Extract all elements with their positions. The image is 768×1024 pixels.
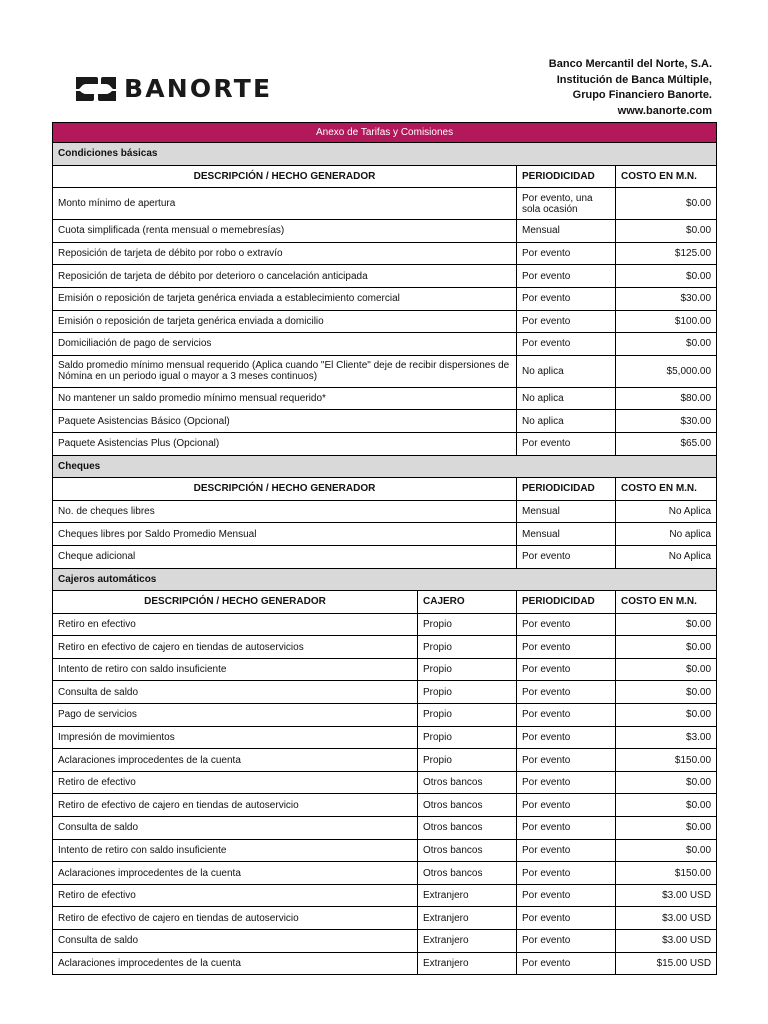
cell-desc: Reposición de tarjeta de débito por robo o extravío (53, 242, 517, 265)
table-row (53, 287, 717, 310)
cell-cost: $5,000.00 (616, 355, 717, 387)
cell-cost: $30.00 (616, 287, 717, 310)
cell-desc: Reposición de tarjeta de débito por deterioro o cancelación anticipada (53, 265, 517, 288)
cell-desc: Intento de retiro con saldo insuficiente (53, 839, 418, 862)
brand-name: BANORTE (124, 74, 273, 103)
table-row (53, 500, 717, 523)
table-row (53, 704, 717, 727)
cell-atm: Otros bancos (418, 817, 517, 840)
cell-desc: Retiro de efectivo (53, 884, 418, 907)
cell-desc: Cheque adicional (53, 545, 517, 568)
cell-period: Por evento (517, 287, 616, 310)
table-title-row (53, 123, 717, 143)
table-row (53, 749, 717, 772)
cell-desc: Emisión o reposición de tarjeta genérica enviada a establecimiento comercial (53, 287, 517, 310)
table-title: Anexo de Tarifas y Comisiones (53, 123, 717, 143)
cell-atm: Propio (418, 636, 517, 659)
cell-desc: Cuota simplificada (renta mensual o memebresías) (53, 220, 517, 243)
cell-period: Por evento (517, 726, 616, 749)
cell-cost: $0.00 (616, 839, 717, 862)
cell-desc: Paquete Asistencias Básico (Opcional) (53, 410, 517, 433)
table-row (53, 410, 717, 433)
cell-period: No aplica (517, 387, 616, 410)
cell-atm: Propio (418, 658, 517, 681)
cell-cost: $3.00 USD (616, 907, 717, 930)
cell-desc: Cheques libres por Saldo Promedio Mensual (53, 523, 517, 546)
bank-info-line: Grupo Financiero Banorte. (572, 89, 712, 101)
cell-cost: $3.00 USD (616, 884, 717, 907)
cell-atm: Propio (418, 704, 517, 727)
table-row (53, 952, 717, 975)
cell-cost: $0.00 (616, 771, 717, 794)
cell-cost: $0.00 (616, 817, 717, 840)
table-row (53, 613, 717, 636)
cell-atm: Extranjero (418, 884, 517, 907)
cell-period: Por evento (517, 265, 616, 288)
cell-desc: No mantener un saldo promedio mínimo mensual requerido* (53, 387, 517, 410)
cell-period: Por evento (517, 884, 616, 907)
cell-period: Por evento (517, 681, 616, 704)
table-row (53, 794, 717, 817)
cell-cost: $0.00 (616, 188, 717, 220)
header-period: PERIODICIDAD (517, 478, 616, 501)
banorte-logo (74, 72, 272, 106)
cell-period: Por evento (517, 545, 616, 568)
cell-period: Por evento (517, 862, 616, 885)
table-row (53, 355, 717, 387)
cell-cost: $0.00 (616, 681, 717, 704)
cell-cost: $30.00 (616, 410, 717, 433)
cell-desc: Pago de servicios (53, 704, 418, 727)
section-title: Condiciones básicas (53, 143, 717, 166)
cell-desc: Domiciliación de pago de servicios (53, 333, 517, 356)
cell-period: Por evento (517, 704, 616, 727)
table-row (53, 771, 717, 794)
cell-atm: Propio (418, 749, 517, 772)
cell-cost: $150.00 (616, 749, 717, 772)
cell-period: No aplica (517, 410, 616, 433)
cell-period: Por evento (517, 658, 616, 681)
cell-desc: Retiro de efectivo de cajero en tiendas de autoservicio (53, 907, 418, 930)
cell-cost: $0.00 (616, 265, 717, 288)
cell-desc: Impresión de movimientos (53, 726, 418, 749)
cell-period: Por evento (517, 771, 616, 794)
cell-desc: Retiro de efectivo (53, 771, 418, 794)
table-row (53, 884, 717, 907)
cell-cost: No Aplica (616, 545, 717, 568)
table-row (53, 658, 717, 681)
cell-atm: Extranjero (418, 952, 517, 975)
section-row (53, 568, 717, 591)
cell-period: Por evento (517, 839, 616, 862)
cell-period: Por evento (517, 432, 616, 455)
cell-period: Por evento (517, 952, 616, 975)
header-period: PERIODICIDAD (517, 165, 616, 188)
header-atm: CAJERO (418, 591, 517, 614)
cell-atm: Propio (418, 613, 517, 636)
cell-cost: $100.00 (616, 310, 717, 333)
table-row (53, 387, 717, 410)
cell-atm: Otros bancos (418, 794, 517, 817)
cell-atm: Extranjero (418, 907, 517, 930)
cell-cost: $0.00 (616, 658, 717, 681)
cell-cost: $80.00 (616, 387, 717, 410)
cell-cost: No aplica (616, 523, 717, 546)
table-row (53, 310, 717, 333)
table-row (53, 220, 717, 243)
table-row (53, 817, 717, 840)
cell-desc: Consulta de saldo (53, 681, 418, 704)
cell-period: Mensual (517, 500, 616, 523)
cell-cost: $0.00 (616, 636, 717, 659)
cell-cost: No Aplica (616, 500, 717, 523)
section-title: Cheques (53, 455, 717, 478)
header-period: PERIODICIDAD (517, 591, 616, 614)
table-row (53, 681, 717, 704)
cell-cost: $0.00 (616, 333, 717, 356)
cell-desc: Consulta de saldo (53, 817, 418, 840)
bank-info (549, 57, 712, 119)
cell-desc: Consulta de saldo (53, 930, 418, 953)
header-row (53, 591, 717, 614)
cell-desc: Retiro en efectivo de cajero en tiendas de autoservicios (53, 636, 418, 659)
cell-cost: $125.00 (616, 242, 717, 265)
cell-cost: $0.00 (616, 794, 717, 817)
cell-period: Por evento (517, 613, 616, 636)
cell-atm: Propio (418, 681, 517, 704)
header-cost: COSTO EN M.N. (616, 478, 717, 501)
cell-desc: Aclaraciones improcedentes de la cuenta (53, 862, 418, 885)
cell-period: Por evento (517, 907, 616, 930)
header-desc: DESCRIPCIÓN / HECHO GENERADOR (53, 591, 418, 614)
section-title: Cajeros automáticos (53, 568, 717, 591)
cell-cost: $150.00 (616, 862, 717, 885)
table-row (53, 726, 717, 749)
cell-period: Por evento (517, 310, 616, 333)
banorte-logo-icon (74, 74, 118, 104)
cell-cost: $0.00 (616, 704, 717, 727)
header-desc: DESCRIPCIÓN / HECHO GENERADOR (53, 478, 517, 501)
cell-period: Por evento (517, 817, 616, 840)
cell-desc: No. de cheques libres (53, 500, 517, 523)
cell-period: No aplica (517, 355, 616, 387)
table-row (53, 636, 717, 659)
cell-desc: Monto mínimo de apertura (53, 188, 517, 220)
cell-cost: $0.00 (616, 613, 717, 636)
table-row (53, 333, 717, 356)
cell-desc: Retiro en efectivo (53, 613, 418, 636)
cell-period: Mensual (517, 220, 616, 243)
header-row (53, 165, 717, 188)
bank-info-line: Banco Mercantil del Norte, S.A. (548, 58, 712, 70)
cell-desc: Aclaraciones improcedentes de la cuenta (53, 749, 418, 772)
table-row (53, 523, 717, 546)
cell-cost: $3.00 (616, 726, 717, 749)
cell-period: Por evento (517, 749, 616, 772)
table-row (53, 839, 717, 862)
header-row (53, 478, 717, 501)
cell-period: Por evento (517, 636, 616, 659)
cell-cost: $15.00 USD (616, 952, 717, 975)
cell-desc: Aclaraciones improcedentes de la cuenta (53, 952, 418, 975)
header-desc: DESCRIPCIÓN / HECHO GENERADOR (53, 165, 517, 188)
cell-atm: Otros bancos (418, 862, 517, 885)
cell-period: Por evento (517, 242, 616, 265)
cell-atm: Propio (418, 726, 517, 749)
table-row (53, 907, 717, 930)
cell-desc: Saldo promedio mínimo mensual requerido (Aplica cuando "El Cliente" deje de recibir dispersiones de Nómina en un periodo igual o mayor a 3 meses continuos) (53, 355, 517, 387)
header-cost: COSTO EN M.N. (616, 165, 717, 188)
cell-desc: Emisión o reposición de tarjeta genérica enviada a domicilio (53, 310, 517, 333)
cell-atm: Extranjero (418, 930, 517, 953)
cell-period: Por evento (517, 794, 616, 817)
fees-table (52, 122, 717, 975)
cell-desc: Paquete Asistencias Plus (Opcional) (53, 432, 517, 455)
cell-period: Por evento (517, 930, 616, 953)
table-row (53, 432, 717, 455)
table-row (53, 930, 717, 953)
cell-cost: $65.00 (616, 432, 717, 455)
cell-period: Por evento, una sola ocasión (517, 188, 616, 220)
table-row (53, 242, 717, 265)
section-row (53, 455, 717, 478)
cell-desc: Intento de retiro con saldo insuficiente (53, 658, 418, 681)
bank-info-line: Institución de Banca Múltiple, (556, 73, 712, 86)
cell-period: Por evento (517, 333, 616, 356)
table-row (53, 545, 717, 568)
cell-cost: $0.00 (616, 220, 717, 243)
section-row (53, 143, 717, 166)
cell-period: Mensual (517, 523, 616, 546)
table-row (53, 265, 717, 288)
cell-atm: Otros bancos (418, 771, 517, 794)
header-cost: COSTO EN M.N. (616, 591, 717, 614)
cell-desc: Retiro de efectivo de cajero en tiendas de autoservicio (53, 794, 418, 817)
bank-website-link[interactable]: www.banorte.com (617, 104, 712, 117)
cell-atm: Otros bancos (418, 839, 517, 862)
table-row (53, 188, 717, 220)
table-row (53, 862, 717, 885)
cell-cost: $3.00 USD (616, 930, 717, 953)
